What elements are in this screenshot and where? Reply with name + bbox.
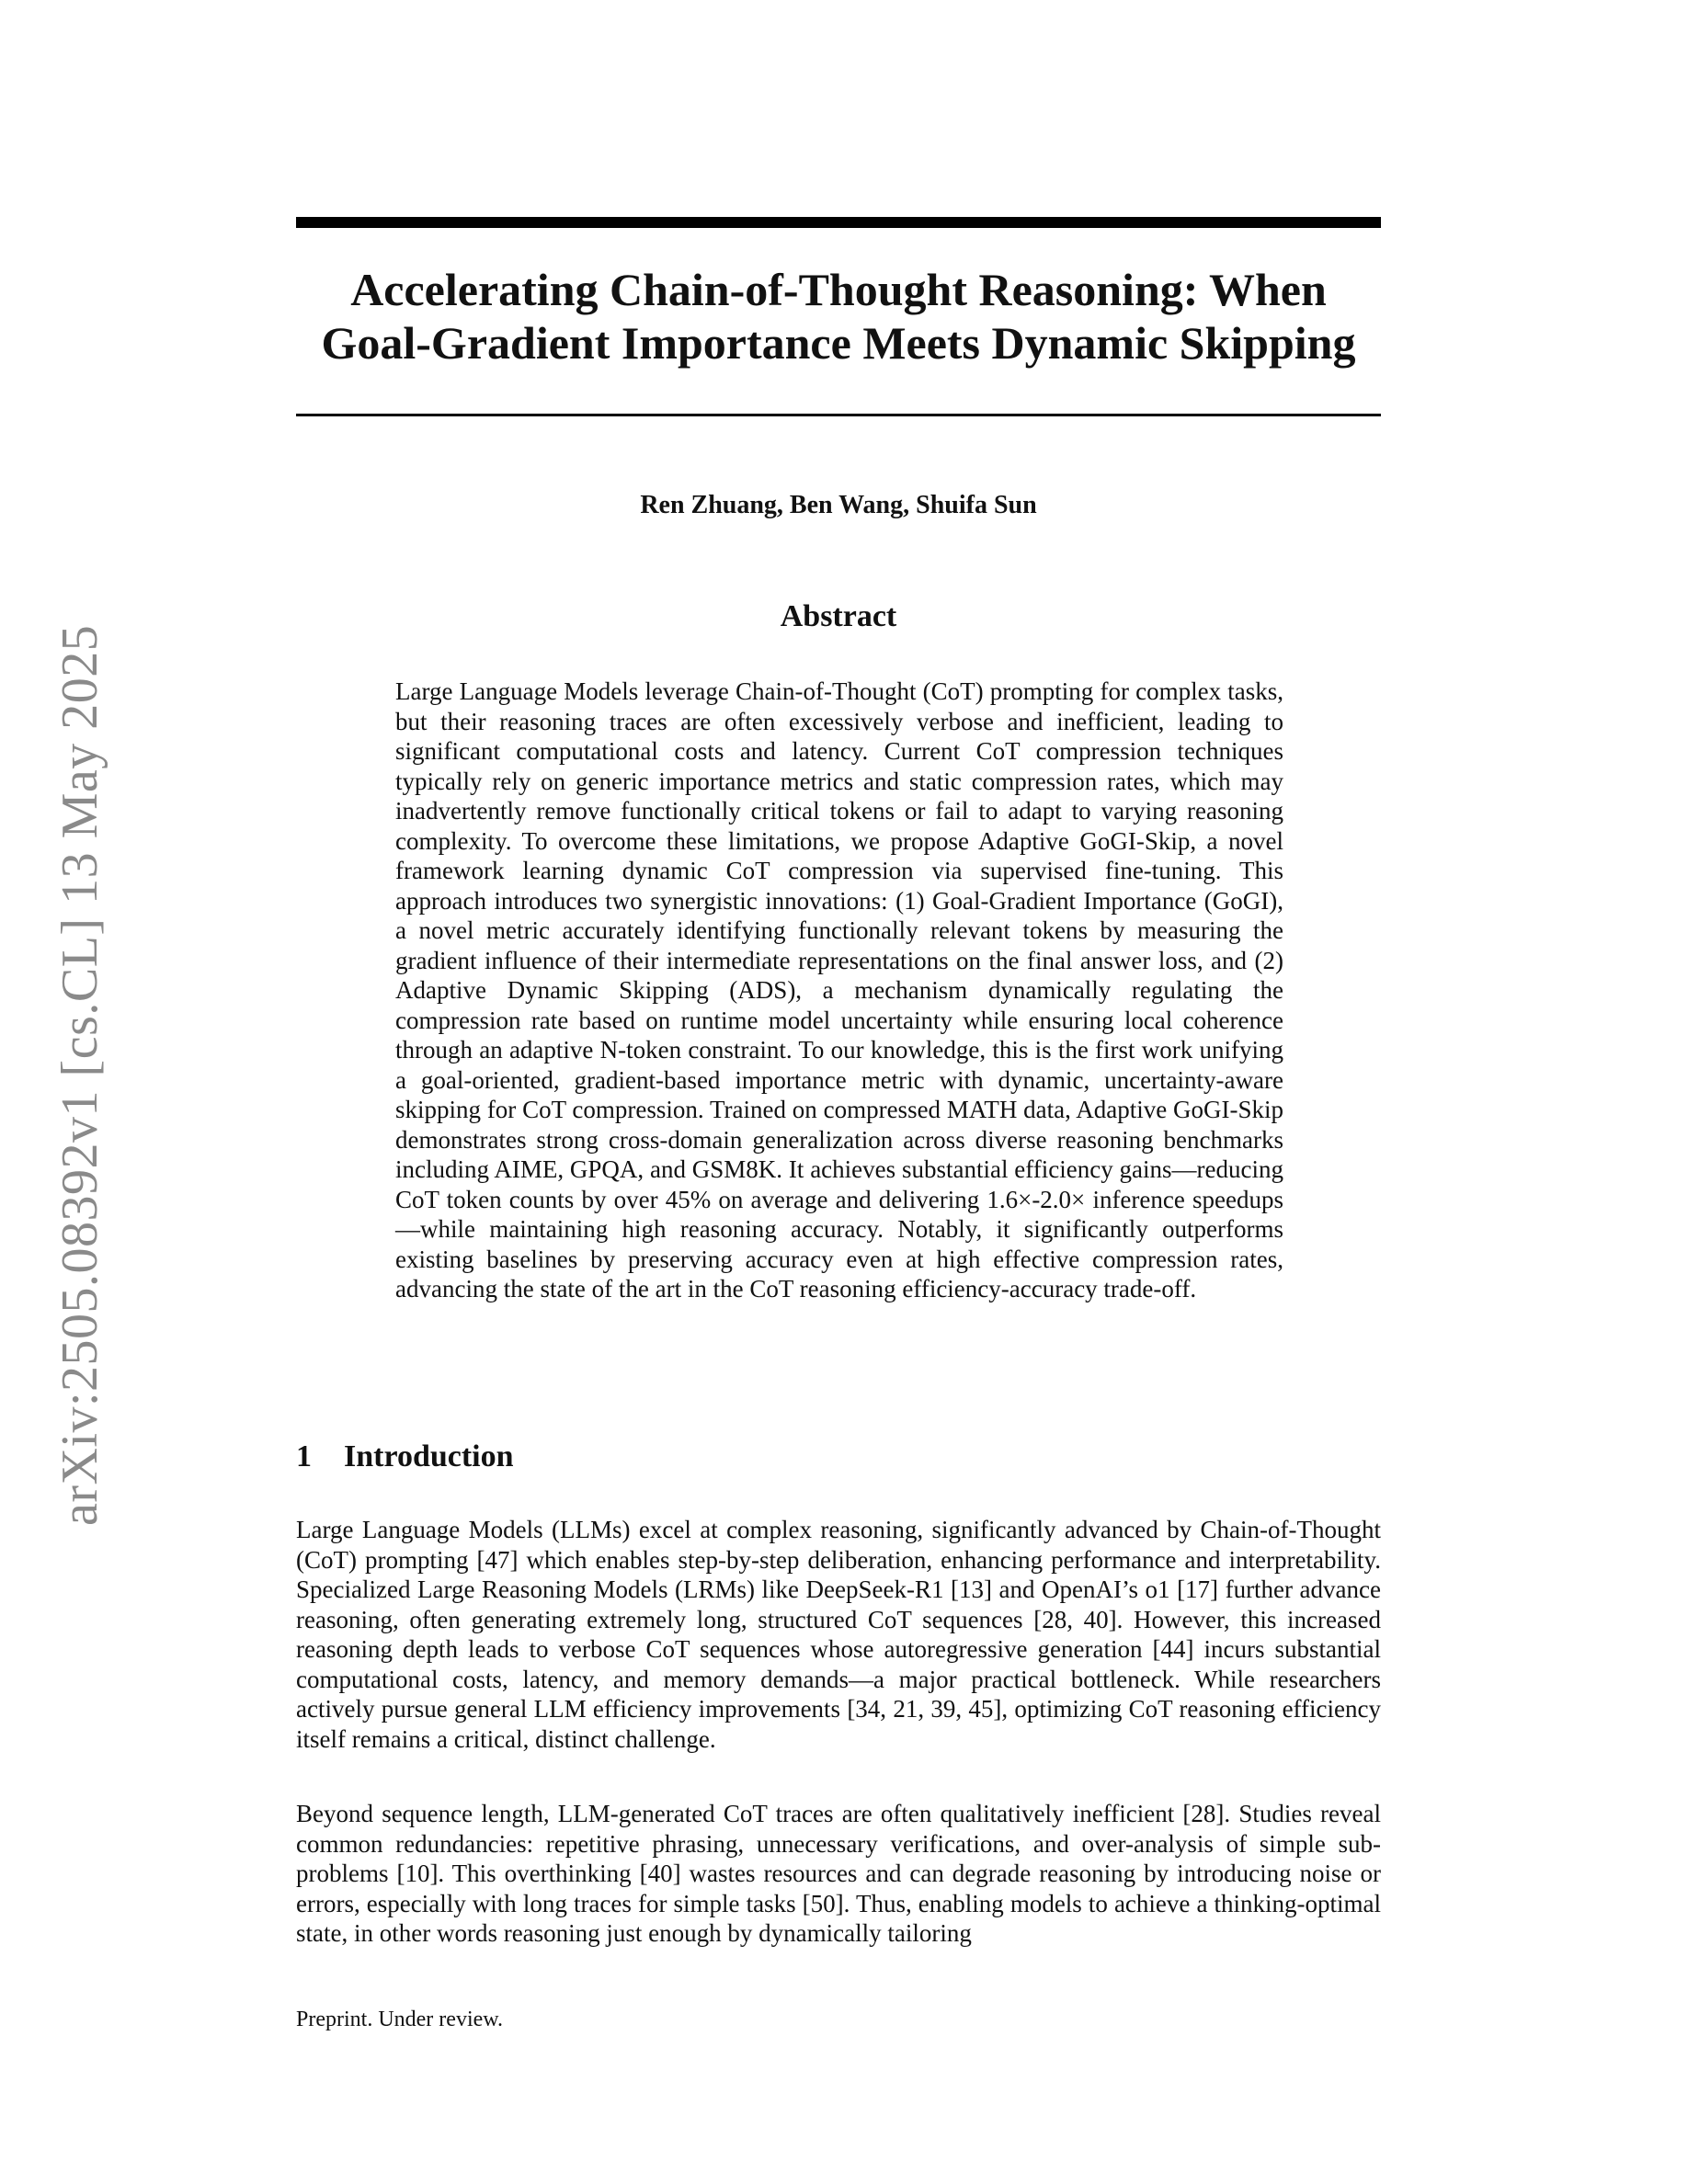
paper-title <box>296 263 1381 370</box>
footer-note: Preprint. Under review. <box>296 2008 504 2031</box>
section-number: 1 <box>296 1439 312 1473</box>
section-heading-introduction <box>296 1439 514 1474</box>
author-list: Ren Zhuang, Ben Wang, Shuifa Sun <box>640 491 1037 519</box>
title-line-1: Accelerating Chain-of-Thought Reasoning: When <box>350 264 1327 315</box>
section-title: Introduction <box>344 1439 514 1473</box>
arxiv-identifier: arXiv:2505.08392v1 [cs.CL] 13 May 2025 <box>51 624 108 1526</box>
intro-paragraph-1: Large Language Models (LLMs) excel at complex reasoning, significantly advanced by Chain-of-Thought (CoT) prompting [47] which enables step-by-step deliberation, enhancing performance and interpretability. Specialized Large Reasoning Models (LRMs) like DeepSeek-R1 [13] and OpenAI’s o1 [17] further advance reasoning, often generating extremely long, structured CoT sequences [28, 40]. However, this increased reasoning depth leads to verbose CoT sequences whose autoregressive generation [44] incurs substantial computational costs, latency, and memory demands—a major practical bottleneck. While researchers actively pursue general LLM efficiency improvements [34, 21, 39, 45], optimizing CoT reasoning efficiency itself remains a critical, distinct challenge. <box>296 1516 1381 1753</box>
abstract-text: Large Language Models leverage Chain-of-Thought (CoT) prompting for complex tasks, but their reasoning traces are often excessively verbose and inefficient, leading to significant computational costs and latency. Current CoT compression techniques typically rely on generic importance metrics and static compression rates, which may inadvertently remove functionally critical tokens or fail to adapt to varying reasoning complexity. To overcome these limitations, we propose Adaptive GoGI-Skip, a novel framework learning dynamic CoT compression via supervised fine-tuning. This approach introduces two synergistic innovations: (1) Goal-Gradient Importance (GoGI), a novel metric accurately identifying functionally relevant tokens by measuring the gradient influence of their intermediate representations on the final answer loss, and (2) Adaptive Dynamic Skipping (ADS), a mechanism dynamically regulating the compression rate based on runtime model uncertainty while ensuring local coherence through an adaptive N-token constraint. To our knowledge, this is the first work unifying a goal-oriented, gradient-based importance metric with dynamic, uncertainty-aware skipping for CoT compression. Trained on compressed MATH data, Adaptive GoGI-Skip demonstrates strong cross-domain generalization across diverse reasoning benchmarks including AIME, GPQA, and GSM8K. It achieves substantial efficiency gains—reducing CoT token counts by over 45% on average and delivering 1.6×-2.0× inference speedups—while maintaining high reasoning accuracy. Notably, it significantly outperforms existing baselines by preserving accuracy even at high effective compression rates, advancing the state of the art in the CoT reasoning efficiency-accuracy trade-off. <box>395 677 1283 1302</box>
abstract-heading: Abstract <box>780 599 897 633</box>
intro-paragraph-2: Beyond sequence length, LLM-generated CoT traces are often qualitatively inefficient [28]. Studies reveal common redundancies: repetitive phrasing, unnecessary verifications, and over-analysis of simple sub-problems [10]. This overthinking [40] wastes resources and can degrade reasoning by introducing noise or errors, especially with long traces for simple tasks [50]. Thus, enabling models to achieve a thinking-optimal state, in other words reasoning just enough by dynamically tailoring <box>296 1800 1381 1947</box>
title-top-rule <box>296 217 1381 228</box>
title-line-2: Goal-Gradient Importance Meets Dynamic Skipping <box>321 317 1356 369</box>
title-bottom-rule <box>296 414 1381 416</box>
